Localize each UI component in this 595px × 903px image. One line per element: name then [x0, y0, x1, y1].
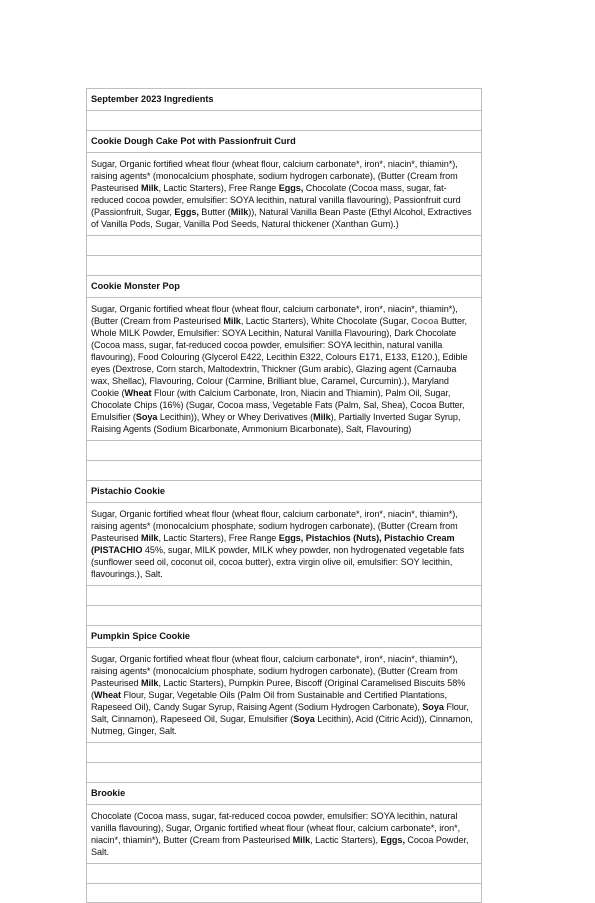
product-name-row [86, 275, 482, 297]
product-name: Cookie Monster Pop [91, 281, 180, 291]
allergen-text: Milk [230, 207, 249, 217]
ingredients-text [87, 298, 481, 440]
ingredient-text: Sugar, Organic fortified wheat flour (wheat flour, calcium carbonate*, iron*, niacin*, thiamin*), (Butter (Cream from Pasteurised [91, 304, 458, 326]
ingredient-text: , Lactic Starters), Free Range [158, 183, 279, 193]
allergen-text: Milk [140, 183, 159, 193]
ingredient-text: Sugar, Organic fortified wheat flour (wheat flour, calcium carbonate*, iron*, niacin*, thiamin*), raising agents* (monocalcium phosphate, sodium hydrogen carbonate), (Butter (Cream from Pasteurised [91, 159, 458, 193]
allergen-text: Soya [422, 702, 444, 712]
allergen-text: Milk [140, 678, 159, 688]
spacer-row [86, 460, 482, 480]
spacer-row [86, 440, 482, 460]
spacer-row [86, 585, 482, 605]
spacer-row [86, 762, 482, 782]
ingredients-row [86, 152, 482, 235]
allergen-text: Milk [140, 533, 159, 543]
ingredient-text: Chocolate (Cocoa mass, sugar, fat-reduced cocoa powder, emulsifier: SOYA lecithin, natural vanilla flavouring), Sugar, Organic fortified wheat flour (wheat flour, calcium carbonate*, iron*, niacin*, thiamin*), Butter (Cream from Pasteurised [91, 811, 461, 845]
ingredient-text: Chocolate (Cocoa mass, sugar, fat-reduced cocoa powder, emulsifier: SOYA lecithin, natural vanilla flavouring), Passionfruit curd (Passionfruit, Sugar, [91, 183, 461, 217]
doc-title: September 2023 Ingredients [91, 94, 214, 104]
product-name: Cookie Dough Cake Pot with Passionfruit Curd [91, 136, 296, 146]
spacer-row [86, 742, 482, 762]
ingredient-text: Sugar, Organic fortified wheat flour (wheat flour, calcium carbonate*, iron*, niacin*, thiamin*), raising agents* (monocalcium phosphate, sodium hydrogen carbonate), (Butter (Cream from Pasteurised [91, 509, 458, 543]
allergen-text: Milk [313, 412, 331, 422]
allergen-text: Eggs, [380, 835, 405, 845]
product-name-row [86, 625, 482, 647]
ingredients-text [87, 153, 481, 235]
ingredient-text: Lecithin)), Whey or Whey Derivatives ( [157, 412, 314, 422]
ingredient-text: )), Natural Vanilla Bean Paste (Ethyl Alcohol, Extractives of Vanilla Pods, Sugar, Vanilla Pod Seeds, Natural thickener (Xanthan Gum).) [91, 207, 472, 229]
spacer-row [86, 110, 482, 130]
ingredient-text: Flour, Salt, Cinnamon), Rapeseed Oil, Sugar, Emulsifier ( [91, 702, 469, 724]
allergen-text: Wheat [93, 690, 122, 700]
product-name-row [86, 130, 482, 152]
ingredients-text [87, 805, 481, 863]
allergen-text: Milk [223, 316, 241, 326]
ingredient-text: , Lactic Starters), Free Range [158, 533, 279, 543]
ingredient-text: Flour, Sugar, Vegetable Oils (Palm Oil from Sustainable and Certified Plantations, Rapeseed Oil), Candy Sugar Syrup, Raising Agent (Sodium Hydrogen Carbonate), [91, 690, 447, 712]
spacer-row [86, 883, 482, 903]
highlighted-text: Cocoa [410, 316, 439, 326]
spacer-row [86, 863, 482, 883]
ingredient-text: Cocoa Powder, Salt. [91, 835, 469, 857]
ingredient-text: Butter, Whole MILK Powder, Emulsifier: SOYA Lecithin, Natural Vanilla Flavouring), Dark Chocolate (Cocoa mass, sugar, fat-reduced cocoa powder, emulsifier: SOYA lecithin, natural vanilla flavouring), Food Colouring (Glycerol E422, Lecithin E322, Colours E171, E133, E120.), Edible eyes (Dextrose, Corn starch, Maltodextrin, Thickner (Gum arabic), Glazing agent (Carnauba wax, Shellac), Flavouring, Colour (Carmine, Brilliant blue, Caramel, Curcumin).), Maryland Cookie ( [91, 316, 468, 398]
ingredient-text: 45%, sugar, MILK powder, MILK whey powder, non hydrogenated vegetable fats (sunflower seed oil, coconut oil, cocoa butter), extra virgin olive oil, emulsifier: SOY lecithin, flavourings.), Salt. [91, 545, 465, 579]
allergen-text: Milk [292, 835, 311, 845]
spacer-row [86, 255, 482, 275]
doc-title-row [86, 88, 482, 110]
product-name-row [86, 782, 482, 804]
ingredient-text: Sugar, Organic fortified wheat flour (wheat flour, calcium carbonate*, iron*, niacin*, thiamin*), raising agents* (monocalcium phosphate, sodium hydrogen carbonate), (Butter (Cream from Pasteurised [91, 654, 458, 688]
ingredient-text: ), Partially Inverted Sugar Syrup, Raising Agents (Sodium Bicarbonate, Ammonium Bicarbonate), Salt, Flavouring) [91, 412, 461, 434]
ingredient-text: Lecithin), Acid (Citric Acid)), Cinnamon, Nutmeg, Ginger, Salt. [91, 714, 473, 736]
allergen-text: Eggs, [278, 183, 304, 193]
ingredients-row [86, 297, 482, 440]
ingredients-row [86, 502, 482, 585]
allergen-text: Soya [293, 714, 315, 724]
ingredient-text: , Lactic Starters), Pumpkin Puree, Biscoff (Original Caramelised Biscuits 58% ( [91, 678, 466, 700]
ingredients-text [87, 503, 481, 585]
ingredients-row [86, 647, 482, 742]
product-name: Brookie [91, 788, 126, 798]
product-name: Pistachio Cookie [91, 486, 166, 496]
ingredient-text: Butter ( [198, 207, 231, 217]
product-name: Pumpkin Spice Cookie [91, 631, 191, 641]
allergen-text: Eggs, [174, 207, 199, 217]
ingredient-text: , Lactic Starters), White Chocolate (Sugar, [240, 316, 411, 326]
product-name-row [86, 480, 482, 502]
ingredient-text: , Lactic Starters), [310, 835, 381, 845]
spacer-row [86, 235, 482, 255]
allergen-text: Eggs, Pistachios (Nuts), Pistachio Cream (PISTACHIO [91, 533, 455, 555]
ingredients-row [86, 804, 482, 863]
ingredient-text: Flour (with Calcium Carbonate, Iron, Niacin and Thiamin), Palm Oil, Sugar, Chocolate Chips (16%) (Sugar, Cocoa mass, Vegetable Fats (Palm, Sal, Shea), Cocoa Butter, Emulsifier ( [91, 388, 465, 422]
allergen-text: Soya [135, 412, 158, 422]
spacer-row [86, 605, 482, 625]
allergen-text: Wheat [124, 388, 152, 398]
ingredients-text [87, 648, 481, 742]
ingredients-table [86, 88, 482, 903]
